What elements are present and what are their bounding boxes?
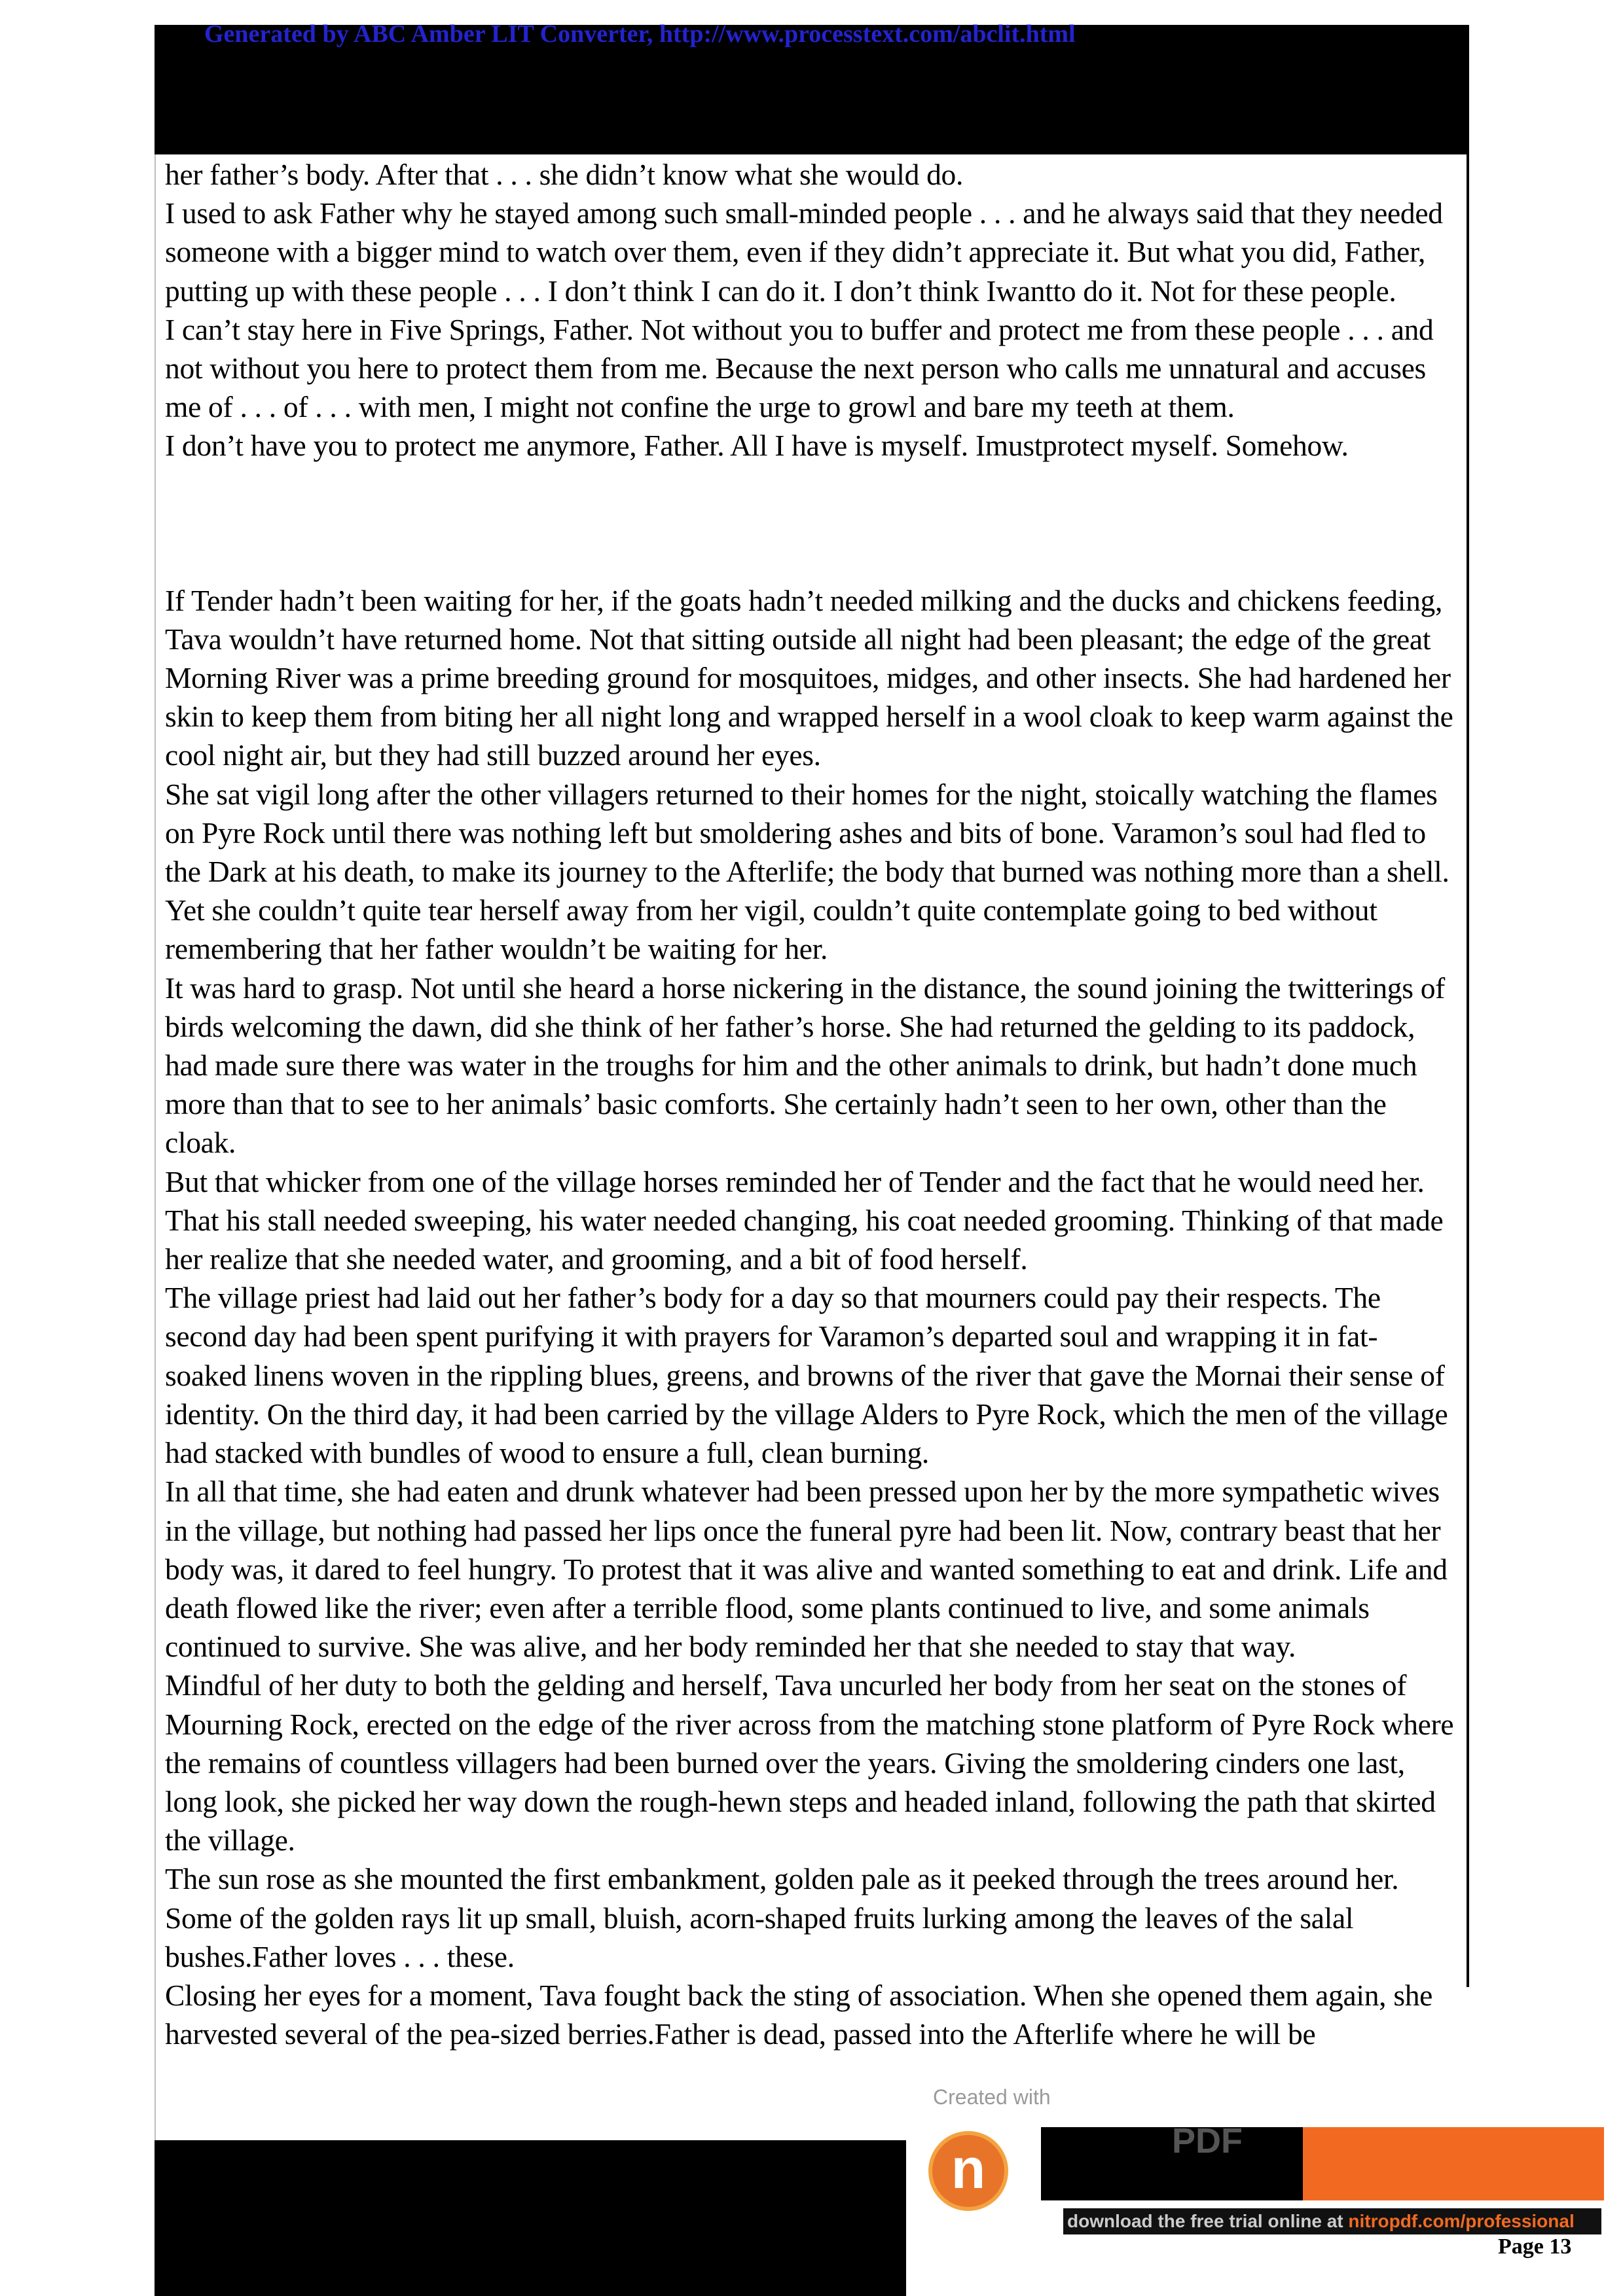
- ad-download-strip[interactable]: [1063, 2208, 1601, 2234]
- right-edge-bar: [1467, 154, 1469, 1987]
- paragraph: In all that time, she had eaten and drunk whatever had been pressed upon her by the more sympathetic wives in the village, but nothing had passed her lips once the funeral pyre had been lit. Now, contrary beast that her body was, it dared to feel hungry. To protest that it was alive and wanted something to eat and drink. Life and death flowed like the river; even after a terrible flood, some plants continued to live, and some animals continued to survive. She was alive, and her body reminded her that she needed to stay that way.: [165, 1475, 1448, 1664]
- paragraph: I used to ask Father why he stayed among such small-minded people . . . and he always said that they needed someone with a bigger mind to watch over them, even if they didn’t appreciate it. But what you did, Father, putting up with these people . . . I don’t think I can do it. I don’t think Iwantto do it. Not for these people.: [165, 196, 1443, 308]
- ad-download-text: download the free trial online at: [1067, 2211, 1349, 2231]
- paragraph: It was hard to grasp. Not until she heard a horse nickering in the distance, the sound joining the twitterings of birds welcoming the dawn, did she think of her father’s horse. She had returned the gelding to its paddock, had made sure there was water in the troughs for him and the other animals to drink, but hadn’t done much more than that to see to her animals’ basic comforts. She certainly hadn’t seen to her own, other than the cloak.: [165, 971, 1446, 1160]
- footer-black-bar: [155, 2140, 906, 2296]
- paragraph: She sat vigil long after the other villagers returned to their homes for the night, stoically watching the flames on Pyre Rock until there was nothing left but smoldering ashes and bits of bone. Varamon’s soul had fled to the Dark at his death, to make its journey to the Afterlife; the body that burned was nothing more than a shell. Yet she couldn’t quite tear herself away from her vigil, couldn’t quite contemplate going to bed without remembering that her father wouldn’t be waiting for her.: [165, 777, 1450, 966]
- ad-created-with-label: Created with: [933, 2085, 1051, 2109]
- paragraph: I don’t have you to protect me anymore, Father. All I have is myself. Imustprotect myself. Somehow.: [165, 429, 1349, 463]
- paragraph: If Tender hadn’t been waiting for her, if the goats hadn’t needed milking and the ducks and chickens feeding, Tava wouldn’t have returned home. Not that sitting outside all night had been pleasant; the edge of the great Morning River was a prime breeding ground for mosquitoes, midges, and other insects. She had hardened her skin to keep them from biting her all night long and wrapped herself in a wool cloak to keep warm against the cool night air, but they had still buzzed around her eyes.: [165, 583, 1453, 772]
- paragraph: Mindful of her duty to both the gelding and herself, Tava uncurled her body from her seat on the stones of Mourning Rock, erected on the edge of the river across from the matching stone platform of Pyre Rock where the remains of countless villagers had been burned over the years. Giving the smoldering cinders one last, long look, she picked her way down the rough-hewn steps and headed inland, following the path that skirted the village.: [165, 1668, 1454, 1857]
- paragraph: The village priest had laid out her father’s body for a day so that mourners could pay their respects. The second day had been spent purifying it with prayers for Varamon’s departed soul and wrapping it in fat-soaked linens woven in the rippling blues, greens, and browns of the river that gave the Mornai their sense of identity. On the third day, it had been carried by the village Alders to Pyre Rock, which the men of the village had stacked with bundles of wood to ensure a full, clean burning.: [165, 1281, 1448, 1470]
- paragraph: But that whicker from one of the village horses reminded her of Tender and the fact that he would need her. That his stall needed sweeping, his water needed changing, his coat needed grooming. Thinking of that made her realize that she needed water, and grooming, and a bit of food herself.: [165, 1164, 1444, 1276]
- page-number: Page 13: [1498, 2234, 1572, 2259]
- converter-banner[interactable]: Generated by ABC Amber LIT Converter, http://www.processtext.com/abclit.html: [204, 20, 1076, 48]
- paragraph: The sun rose as she mounted the first embankment, golden pale as it peeked through the trees around her. Some of the golden rays lit up small, bluish, acorn-shaped fruits lurking among the leaves of the salal bushes.Father loves . . . these.: [165, 1862, 1399, 1973]
- ad-banner-orange: [1303, 2127, 1604, 2200]
- ad-download-link[interactable]: nitropdf.com/professional: [1348, 2211, 1575, 2231]
- ad-brand-label: PDF: [1172, 2121, 1243, 2161]
- paragraph: Closing her eyes for a moment, Tava fought back the sting of association. When she opened them again, she harvested several of the pea-sized berries.Father is dead, passed into the Afterlife where he will be: [165, 1978, 1433, 2051]
- paragraph: I can’t stay here in Five Springs, Father. Not without you to buffer and protect me from these people . . . and not without you here to protect them from me. Because the next person who calls me unnatural and accuses me of . . . of . . . with men, I might not confine the urge to growl and bare my teeth at them.: [165, 312, 1434, 424]
- left-margin-rule: [155, 154, 156, 2140]
- nitro-logo-icon[interactable]: n: [928, 2131, 1008, 2211]
- paragraph: her father’s body. After that . . . she didn’t know what she would do.: [165, 158, 964, 191]
- page-body: [165, 155, 1458, 2053]
- section-break: [165, 465, 1458, 581]
